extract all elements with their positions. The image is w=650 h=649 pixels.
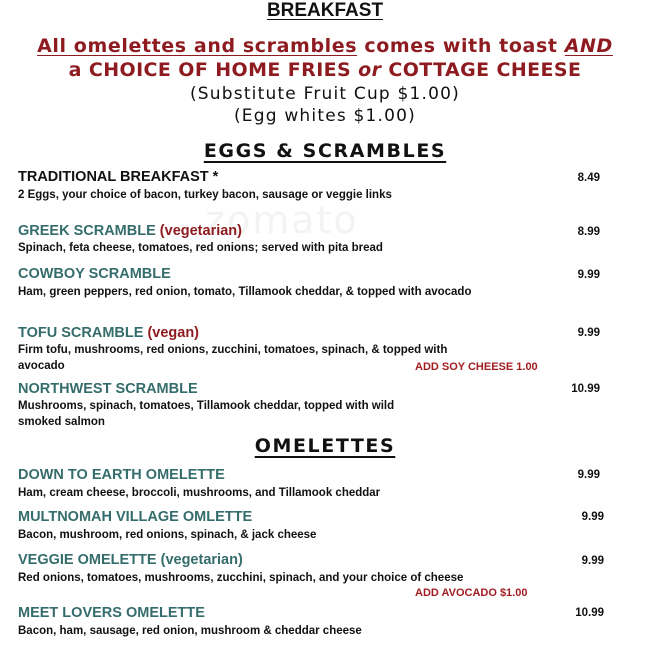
item-description: 2 Eggs, your choice of bacon, turkey bacon, sausage or veggie links (18, 189, 392, 201)
item-price: 9.99 (577, 269, 600, 281)
item-name (18, 325, 199, 341)
section-title-text: OMELETTES (254, 435, 396, 457)
sides-note-or: or (358, 59, 382, 81)
section-title-text: EGGS & SCRAMBLES (203, 140, 447, 162)
item-name: DOWN TO EARTH OMELETTE (18, 467, 225, 483)
item-name: TRADITIONAL BREAKFAST * (18, 169, 219, 185)
item-description-line2: smoked salmon (18, 416, 105, 428)
item-addon: ADD AVOCADO $1.00 (415, 587, 528, 599)
item-price: 10.99 (571, 383, 600, 395)
sides-note-part1: a CHOICE OF HOME FRIES (68, 59, 359, 81)
item-price: 9.99 (581, 555, 604, 567)
item-tag: (vegetarian) (159, 223, 242, 239)
item-price: 8.49 (577, 172, 600, 184)
sides-note-line2 (0, 59, 650, 81)
item-price: 9.99 (577, 327, 600, 339)
item-description: Ham, cream cheese, broccoli, mushrooms, and Tillamook cheddar (18, 487, 381, 499)
item-description: Spinach, feta cheese, tomatoes, red onions; served with pita bread (18, 242, 383, 254)
item-name: MEET LOVERS OMELETTE (18, 605, 205, 621)
item-name: MULTNOMAH VILLAGE OMLETTE (18, 509, 253, 525)
item-price: 9.99 (581, 511, 604, 523)
sides-note-underlined: All omelettes and scrambles (37, 35, 358, 57)
sides-note-emphasis: AND (564, 35, 613, 57)
item-description: Bacon, ham, sausage, red onion, mushroom & cheddar cheese (18, 625, 362, 637)
item-name: NORTHWEST SCRAMBLE (18, 381, 198, 397)
sides-note-middle: comes with toast (357, 35, 565, 57)
item-name-text: VEGGIE OMELETTE (18, 552, 157, 568)
substitute-fruit-note: (Substitute Fruit Cup $1.00) (189, 84, 461, 104)
item-description: Red onions, tomatoes, mushrooms, zucchini, spinach, and your choice of cheese (18, 572, 464, 584)
item-name (18, 223, 242, 239)
item-description: Ham, green peppers, red onion, tomato, Tillamook cheddar, & topped with avocado (18, 286, 472, 298)
item-name: COWBOY SCRAMBLE (18, 266, 171, 282)
item-name-text: TOFU SCRAMBLE (18, 325, 144, 341)
item-name-text: GREEK SCRAMBLE (18, 223, 156, 239)
item-name (18, 552, 243, 568)
item-description-line1: Firm tofu, mushrooms, red onions, zucchini, tomatoes, spinach, & topped with (18, 344, 448, 356)
item-description: Bacon, mushroom, red onions, spinach, & jack cheese (18, 529, 317, 541)
item-price: 10.99 (575, 607, 604, 619)
sides-note-line1 (0, 35, 650, 57)
section-title-eggs-scrambles (0, 140, 650, 162)
item-description-line2: avocado (18, 360, 65, 372)
menu-title (0, 0, 650, 22)
section-title-omelettes (0, 435, 650, 457)
item-addon: ADD SOY CHEESE 1.00 (415, 361, 538, 373)
item-tag: (vegetarian) (160, 552, 243, 568)
egg-whites-note: (Egg whites $1.00) (233, 106, 417, 126)
item-price: 9.99 (577, 469, 600, 481)
item-price: 8.99 (577, 226, 600, 238)
item-description-line1: Mushrooms, spinach, tomatoes, Tillamook cheddar, topped with wild (18, 400, 395, 412)
menu-title-text: BREAKFAST (266, 0, 384, 21)
sides-note-part2: COTTAGE CHEESE (381, 59, 582, 81)
item-tag: (vegan) (147, 325, 200, 341)
